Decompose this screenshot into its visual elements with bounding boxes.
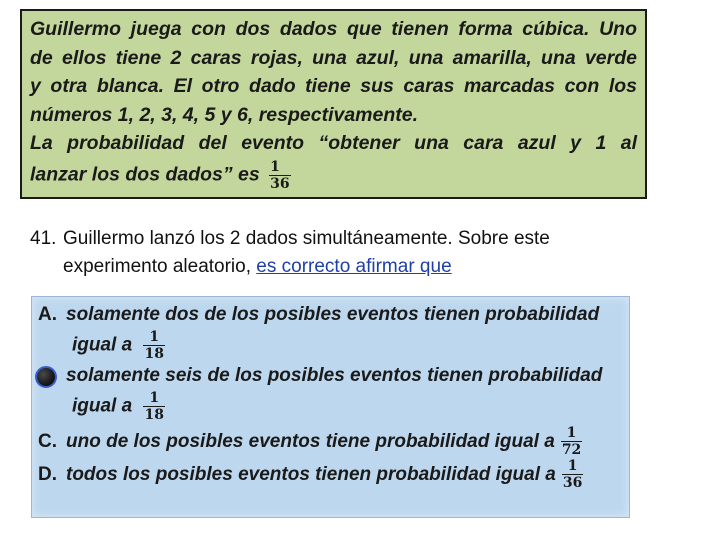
fraction-numerator: 1: [149, 390, 160, 406]
options-box: [31, 296, 630, 518]
option-c[interactable]: [38, 426, 623, 457]
question-line-1: Guillermo lanzó los 2 dados simultáneamente. Sobre este: [63, 228, 550, 249]
question-line-2: [30, 253, 670, 281]
context-line-5: La probabilidad del evento “obtener una cara azul y 1 al: [30, 132, 637, 154]
question-line-2-text: experimento aleatorio,: [63, 256, 257, 277]
option-fraction: [143, 391, 164, 422]
option-text: solamente dos de los posibles eventos tienen probabilidad: [66, 304, 600, 325]
question-stem: [30, 225, 670, 281]
fraction-numerator: 1: [566, 425, 577, 441]
context-last-text: lanzar los dos dados” es: [30, 163, 260, 186]
fraction-denominator: 36: [270, 175, 290, 192]
option-letter: C.: [38, 430, 57, 452]
option-a-line-2: [38, 330, 623, 361]
context-fraction: [269, 160, 290, 191]
option-text-2: igual a: [72, 395, 133, 417]
context-line-6: [30, 160, 637, 191]
context-line-1: Guillermo juega con dos dados que tienen forma cúbica. Uno: [30, 18, 637, 40]
option-d[interactable]: [38, 459, 623, 490]
fraction-denominator: 18: [144, 346, 164, 362]
question-number: 41.: [30, 228, 57, 249]
option-b[interactable]: [38, 363, 623, 422]
selected-answer-mark: [35, 366, 57, 388]
context-line-4: números 1, 2, 3, 4, 5 y 6, respectivamente.: [30, 103, 419, 126]
option-fraction: [562, 459, 583, 490]
option-text-2: igual a: [72, 334, 133, 356]
fraction-denominator: 18: [144, 407, 164, 423]
option-fraction: [143, 330, 164, 361]
option-letter: A.: [38, 304, 57, 325]
context-box: [20, 9, 647, 199]
fraction-denominator: 36: [562, 475, 583, 491]
fraction-numerator: 1: [149, 329, 160, 345]
question-link[interactable]: es correcto afirmar que: [256, 256, 452, 277]
context-line-2: de ellos tiene 2 caras rojas, una azul, una amarilla, una verde: [30, 46, 637, 69]
option-b-line-2: [38, 391, 623, 422]
fraction-numerator: 1: [270, 158, 280, 175]
context-line-3: y otra blanca. El otro dado tiene sus caras marcadas con los: [30, 75, 637, 97]
option-letter: D.: [38, 463, 57, 485]
option-text: solamente seis de los posibles eventos tienen probabilidad: [66, 365, 603, 386]
option-text: todos los posibles eventos tienen probabilidad igual a: [66, 463, 556, 485]
option-a[interactable]: [38, 302, 623, 361]
fraction-denominator: 72: [561, 442, 582, 458]
option-text: uno de los posibles eventos tiene probabilidad igual a: [66, 430, 555, 452]
option-fraction: [561, 426, 582, 457]
fraction-numerator: 1: [567, 458, 578, 474]
